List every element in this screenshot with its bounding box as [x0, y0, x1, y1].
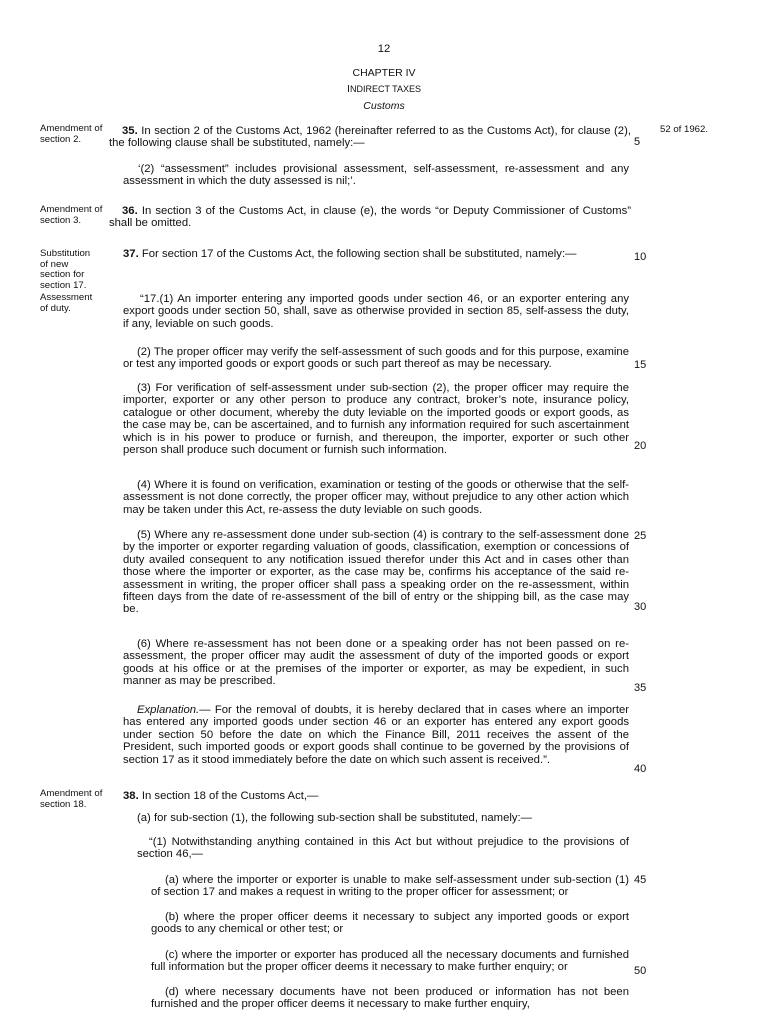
section-37: 37. For section 17 of the Customs Act, the following section shall be substituted, namely:—: [123, 248, 577, 260]
line-number: 50: [634, 965, 647, 977]
section-18-1-b: (b) where the proper officer deems it necessary to subject any imported goods or export goods to any chemical or other test; or: [151, 911, 629, 936]
marginal-note-s37-assessment: Assessment of duty.: [40, 292, 93, 314]
section-17-explanation: Explanation.— For the removal of doubts, it is hereby declared that in cases where an importer has entered any imported goods under section 46 or an exporter has entered any export goods under section 50 before the date on which the Finance Bill, 2011 receives the assent of the President, such imported goods or export goods shall continue to be governed by the provisions of section 17 as it stood immediately before the date on which such assent is received.”.: [123, 704, 629, 766]
marginal-note-s36: Amendment of section 3.: [40, 204, 103, 226]
page-number: 12: [377, 43, 391, 55]
line-number: 35: [634, 682, 647, 694]
section-17-5: (5) Where any re-assessment done under sub-section (4) is contrary to the self-assessment done by the importer or exporter regarding valuation of goods, classification, exemption or concessions of duty availed consequent to any notification issued therefor under this Act and in cases other than those where the importer or exporter, as the case may be, confirms his acceptance of the said re-assessment in writing, the proper officer shall pass a speaking order on the re-assessment, within fifteen days from the date of re-assessment of the bill of entry or the shipping bill, as the case may be.: [123, 529, 629, 616]
marginal-note-s35: Amendment of section 2.: [40, 123, 103, 145]
line-number: 15: [634, 359, 647, 371]
marginal-note-s37: Substitution of new section for section 17.: [40, 248, 91, 291]
line-number: 45: [634, 874, 647, 886]
section-17-2: (2) The proper officer may verify the self-assessment of such goods and for this purpose, examine or test any imported goods or export goods or such part thereof as may be necessary.: [123, 346, 629, 371]
section-17-3: (3) For verification of self-assessment under sub-section (2), the proper officer may require the importer, exporter or any other person to produce any contract, broker’s note, insurance policy, catalogue or other document, whereby the duty leviable on the imported goods or export goods, as the case may be, can be ascertained, and to furnish any information required for such ascertainment which is in his power to produce or furnish, and thereupon, the importer, exporter or such other person shall produce such document or furnish such information.: [123, 382, 629, 457]
line-number: 5: [634, 136, 641, 148]
section-18-1: “(1) Notwithstanding anything contained in this Act but without prejudice to the provisions of section 46,—: [137, 836, 629, 861]
section-36: 36. In section 3 of the Customs Act, in clause (e), the words “or Deputy Commissioner of Customs” shall be omitted.: [109, 205, 631, 230]
marginal-note-s38: Amendment of section 18.: [40, 788, 103, 810]
section-18-1-d: (d) where necessary documents have not been produced or information has not been furnished and the proper officer deems it necessary to make further enquiry,: [151, 986, 629, 1011]
section-17-1: “17.(1) An importer entering any imported goods under section 46, or an exporter entering any export goods under section 50, shall, save as otherwise provided in section 85, self-assess the duty, if any, leviable on such goods.: [123, 293, 629, 330]
line-number: 20: [634, 440, 647, 452]
right-marginal-note: 52 of 1962.: [660, 124, 709, 135]
section-35: 35. In section 2 of the Customs Act, 1962 (hereinafter referred to as the Customs Act), for clause (2), the following clause shall be substituted, namely:—: [109, 125, 631, 150]
line-number: 25: [634, 530, 647, 542]
chapter-title: CHAPTER IV: [352, 67, 416, 79]
section-17-6: (6) Where re-assessment has not been done or a speaking order has not been passed on re-assessment, the proper officer may audit the assessment of duty of the imported goods or export goods at his office or at the premises of the importer or exporter, as may be expedient, in such manner as may be prescribed.: [123, 638, 629, 688]
chapter-heading: INDIRECT TAXES: [347, 83, 421, 95]
line-number: 40: [634, 763, 647, 775]
section-18-1-c: (c) where the importer or exporter has produced all the necessary documents and furnished full information but the proper officer deems it necessary to make further enquiry; or: [151, 949, 629, 974]
line-number: 10: [634, 251, 647, 263]
section-38-a: (a) for sub-section (1), the following sub-section shall be substituted, namely:—: [137, 812, 532, 824]
section-38: 38. In section 18 of the Customs Act,—: [123, 790, 319, 802]
section-35-clause: ‘(2) “assessment” includes provisional assessment, self-assessment, re-assessment and any assessment in which the duty assessed is nil;’.: [123, 163, 629, 188]
section-17-4: (4) Where it is found on verification, examination or testing of the goods or otherwise that the self-assessment is not done correctly, the proper officer may, without prejudice to any other action which may be taken under this Act, re-assess the duty leviable on such goods.: [123, 479, 629, 516]
section-18-1-a: (a) where the importer or exporter is unable to make self-assessment under sub-section (1) of section 17 and makes a request in writing to the proper officer for assessment; or: [151, 874, 629, 899]
line-number: 30: [634, 601, 647, 613]
chapter-subheading: Customs: [363, 100, 405, 112]
